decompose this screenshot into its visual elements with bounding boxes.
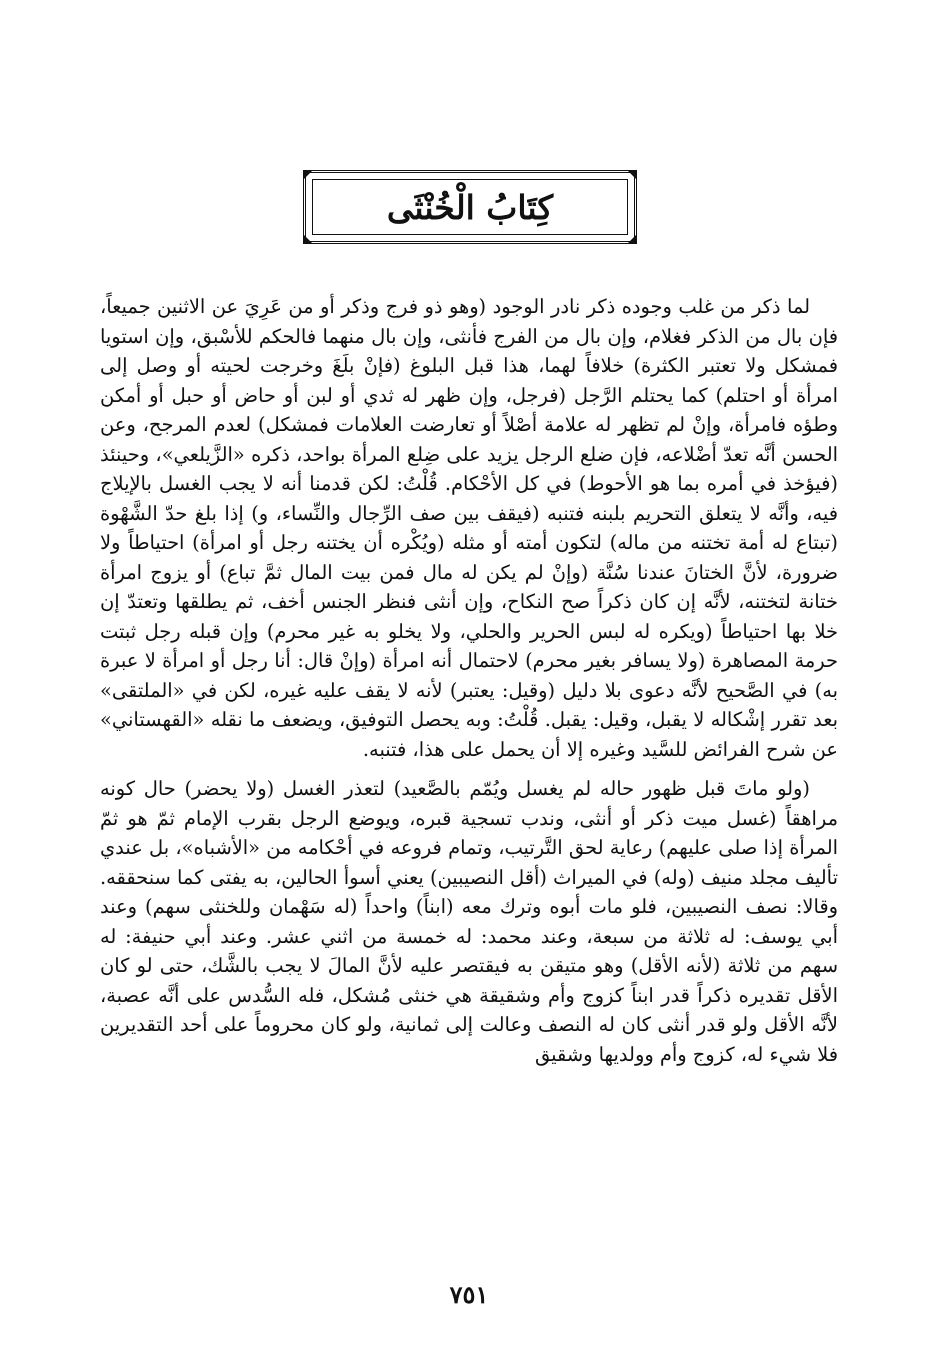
- frame-corner-ornament: [627, 170, 637, 180]
- frame-corner-ornament: [627, 234, 637, 244]
- page-body: [100, 292, 838, 1069]
- frame-corner-ornament: [303, 234, 313, 244]
- page-number: ٧٥١: [449, 1280, 489, 1309]
- paragraph-1: لما ذكر من غلب وجوده ذكر نادر الوجود (وهو ذو فرج وذكر أو من عَرِيَ عن الاثنين جميعاً، فإن بال من الذكر فغلام، وإن بال من الفرج فأنثى، وإن بال منهما فالحكم للأسْبق، وإن استويا فمشكل ولا تعتبر الكثرة) خلافاً لهما، هذا قبل البلوغ (فإنْ بلَغَ وخرجت لحيته أو وصل إلى امرأة أو احتلم) كما يحتلم الرَّجل (فرجل، وإن ظهر له ثدي أو لبن أو حاض أو حبل أو أمكن وطؤه فامرأة، وإنْ لم تظهر له علامة أصْلاً أو تعارضت العلامات فمشكل) لعدم المرجح، وعن الحسن أنَّه تعدّ أضْلاعه، فإن ضلع الرجل يزيد على ضِلع المرأة بواحد، ذكره «الزَّيلعي»، وحينئذ (فيؤخذ في أمره بما هو الأحوط) في كل الأحْكام. قُلْتُ: لكن قدمنا أنه لا يجب الغسل بالإيلاج فيه، وأنَّه لا يتعلق التحريم بلبنه فتنبه (فيقف بين صف الرِّجال والنِّساء، و) إذا بلغ حدّ الشَّهْوة (تبتاع له أمة تختنه من ماله) لتكون أمته أو مثله (ويُكْره أن يختنه رجل أو امرأة) احتياطاً ولا ضرورة، لأنَّ الختانَ عندنا سُنَّة (وإنْ لم يكن له مال فمن بيت المال ثمَّ تباع) أو يزوج امرأة ختانة لتختنه، لأنَّه إن كان ذكراً صح النكاح، وإن أنثى فنظر الجنس أخف، ثم يطلقها وتعتدّ إن خلا بها احتياطاً (ويكره له لبس الحرير والحلي، ولا يخلو به غير محرم) وإن قبله رجل ثبتت حرمة المصاهرة (ولا يسافر بغير محرم) لاحتمال أنه امرأة (وإنْ قال: أنا رجل أو امرأة لا عبرة به) في الصَّحيح لأنَّه دعوى بلا دليل (وقيل: يعتبر) لأنه لا يقف عليه غيره، لكن في «الملتقى» بعد تقرر إشْكاله لا يقبل، وقيل: يقبل. قُلْتُ: وبه يحصل التوفيق، ويضعف ما نقله «القهستاني» عن شرح الفرائض للسَّيد وغيره إلا أن يحمل على هذا، فتنبه.: [100, 295, 838, 761]
- paragraph-2: (ولو ماتَ قبل ظهور حاله لم يغسل ويُمّم بالصَّعيد) لتعذر الغسل (ولا يحضر) حال كونه مراهقاً (غسل ميت ذكر أو أنثى، وندب تسجية قبره، ويوضع الرجل بقرب الإمام ثمّ هو ثمّ المرأة إذا صلى عليهم) رعاية لحق التَّرتيب، وتمام فروعه في أحْكامه من «الأشباه»، بل عندي تأليف مجلد منيف (وله) في الميراث (أقل النصيبين) يعني أسوأ الحالين، به يفتى كما سنحققه. وقالا: نصف النصيبين، فلو مات أبوه وترك معه (ابناً) واحداً (له سَهْمان وللخنثى سهم) وعند أبي يوسف: له ثلاثة من سبعة، وعند محمد: له خمسة من اثني عشر. وعند أبي حنيفة: له سهم من ثلاثة (لأنه الأقل) وهو متيقن به فيقتصر عليه لأنَّ المالَ لا يجب بالشَّك، حتى لو كان الأقل تقديره ذكراً قدر ابناً كزوج وأم وشقيقة هي خنثى مُشكل، فله السُّدس على أنَّه عصبة، لأنَّه الأقل ولو قدر أنثى كان له النصف وعالت إلى ثمانية، ولو كان محروماً على أحد التقديرين فلا شيء له، كزوج وأم وولديها وشقيق: [100, 777, 838, 1066]
- chapter-title-frame: [303, 170, 637, 244]
- chapter-title: كِتَابُ الْخُنْثَى: [386, 187, 554, 227]
